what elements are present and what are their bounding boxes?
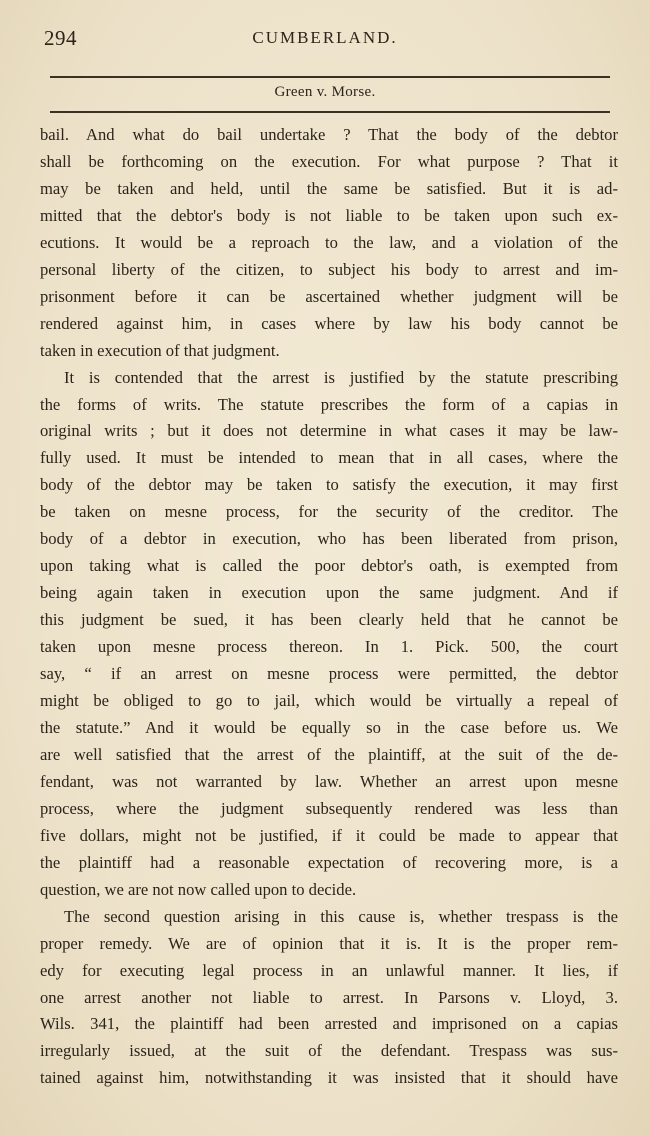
text-line: say, “ if an arrest on mesne process were permitted, the debtor [40, 664, 618, 684]
text-line: might be obliged to go to jail, which would be virtually a repeal of [40, 691, 618, 711]
text-line: the statute.” And it would be equally so in the case before us. We [40, 717, 618, 737]
text-line: question, we are not now called upon to decide. [40, 879, 357, 899]
text-line: rendered against him, in cases where by law his body cannot be [40, 313, 618, 333]
text-line: process, where the judgment subsequently rendered was less than [40, 798, 618, 818]
text-line: mitted that the debtor's body is not liable to be taken upon such ex- [40, 205, 618, 225]
text-line: be taken on mesne process, for the security of the creditor. The [40, 502, 618, 522]
body-text [40, 122, 618, 1092]
text-line: personal liberty of the citizen, to subject his body to arrest and im- [40, 259, 618, 279]
text-line: edy for executing legal process in an unlawful manner. It lies, if [40, 960, 618, 980]
text-line: prisonment before it can be ascertained whether judgment will be [40, 286, 618, 306]
case-title: Green v. Morse. [274, 84, 376, 100]
text-line: are well satisfied that the arrest of the plaintiff, at the suit of the de- [40, 744, 618, 764]
text-line: fully used. It must be intended to mean that in all cases, where the [40, 448, 618, 468]
text-line: The second question arising in this cause is, whether trespass is the [64, 906, 618, 926]
text-line: irregularly issued, at the suit of the defendant. Trespass was sus- [40, 1041, 618, 1061]
text-line: body of a debtor in execution, who has been liberated from prison, [40, 529, 618, 549]
text-line: upon taking what is called the poor debtor's oath, is exempted from [40, 556, 618, 576]
bottom-rule [50, 111, 610, 113]
text-line: body of the debtor may be taken to satisfy the execution, it may first [40, 475, 618, 495]
text-line: the plaintiff had a reasonable expectation of recovering more, is a [40, 852, 618, 872]
text-line: bail. And what do bail undertake ? That the body of the debtor [40, 125, 618, 144]
text-line: the forms of writs. The statute prescribes the form of a capias in [40, 394, 618, 414]
text-line: this judgment be sued, it has been clearly held that he cannot be [40, 610, 618, 630]
text-line: shall be forthcoming on the execution. For what purpose ? That it [40, 151, 618, 171]
text-line: ecutions. It would be a reproach to the law, and a violation of the [40, 232, 618, 252]
text-line: It is contended that the arrest is justified by the statute prescribing [64, 367, 618, 387]
text-line: one arrest another not liable to arrest. In Parsons v. Lloyd, 3. [40, 987, 618, 1007]
text-line: being again taken in execution upon the same judgment. And if [40, 583, 618, 603]
text-line: taken in execution of that judgment. [40, 340, 280, 360]
text-line: may be taken and held, until the same be satisfied. But it is ad- [40, 178, 618, 198]
text-line: tained against him, notwithstanding it was insisted that it should have [40, 1068, 618, 1088]
text-line: Wils. 341, the plaintiff had been arrested and imprisoned on a capias [40, 1014, 618, 1034]
top-rule [50, 76, 610, 78]
running-title: CUMBERLAND. [252, 28, 398, 47]
running-head [38, 26, 612, 56]
text-line: fendant, was not warranted by law. Whether an arrest upon mesne [40, 771, 618, 791]
text-line: five dollars, might not be justified, if it could be made to appear that [40, 825, 618, 845]
text-line: original writs ; but it does not determine in what cases it may be law- [40, 421, 618, 441]
text-line: proper remedy. We are of opinion that it is. It is the proper rem- [40, 933, 618, 953]
text-line: taken upon mesne process thereon. In 1. Pick. 500, the court [40, 637, 618, 657]
page-number: 294 [44, 26, 77, 50]
